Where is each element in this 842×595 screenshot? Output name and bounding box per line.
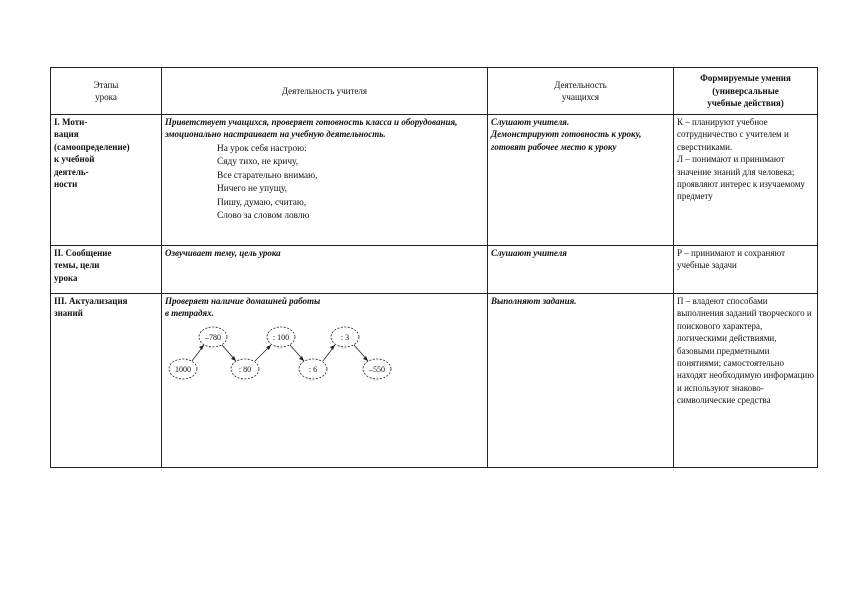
header-teacher-activity: Деятельность учителя xyxy=(162,68,488,115)
arrowhead xyxy=(199,345,204,350)
teacher-cell: Озвучивает тему, цель урока xyxy=(162,246,488,294)
stage-cell: I. Моти- вация (самоопределение) к учебной деятель- ности xyxy=(51,115,162,246)
table-row xyxy=(51,115,818,246)
skills-cell: К – планируют учебное сотрудничество с учителем и сверстниками. Л – понимают и принимают значение знаний для человека; проявляют интерес к изучаемому предмету xyxy=(674,115,818,246)
students-cell: Слушают учителя. Демонстрируют готовность к уроку, готовят рабочее место к уроку xyxy=(488,115,674,246)
node-label: 1000 xyxy=(175,364,191,374)
stage-cell: II. Сообщение темы, цели урока xyxy=(51,246,162,294)
node-label: : 6 xyxy=(308,364,318,374)
students-cell: Слушают учителя xyxy=(488,246,674,294)
calculation-chain-diagram xyxy=(165,322,395,384)
lesson-plan-table xyxy=(50,67,818,468)
teacher-activity-text: Приветствует учащихся, проверяет готовность класса и оборудования, эмоционально настраивает на учебную деятельность. xyxy=(165,117,458,140)
node-label: –550 xyxy=(369,364,385,374)
stage-cell: III. Актуализация знаний xyxy=(51,294,162,468)
node-label: : 100 xyxy=(272,332,290,342)
students-cell: Выполняют задания. xyxy=(488,294,674,468)
skills-cell: Р – принимают и сохраняют учебные задачи xyxy=(674,246,818,294)
table-row xyxy=(51,246,818,294)
header-student-activity: Деятельность учащихся xyxy=(488,68,674,115)
teacher-cell: Проверяет наличие домашней работы в тетрадях. 1000 –780 : 80 : 100 : 6 : 3 –550 xyxy=(162,294,488,468)
arrowhead xyxy=(330,345,335,350)
header-skills: Формируемые умения (универсальные учебные действия) xyxy=(674,68,818,115)
table-header-row xyxy=(51,68,818,115)
skills-cell: П – владеют способами выполнения заданий творческого и поискового характера, логическими действиями, базовыми предметными понятиями; самостоятельно находят необходимую информацию и используют знаково-символические средства xyxy=(674,294,818,468)
node-label: : 80 xyxy=(238,364,252,374)
node-label: –780 xyxy=(205,332,221,342)
table-row xyxy=(51,294,818,468)
poem-text: На урок себя настрою: Сяду тихо, не кричу, Все старательно внимаю, Ничего не упущу, Пишу, думаю, считаю, Слово за словом ловлю xyxy=(217,143,318,222)
header-stages: Этапы урока xyxy=(51,68,162,115)
teacher-cell xyxy=(162,115,488,246)
node-label: : 3 xyxy=(340,332,350,342)
